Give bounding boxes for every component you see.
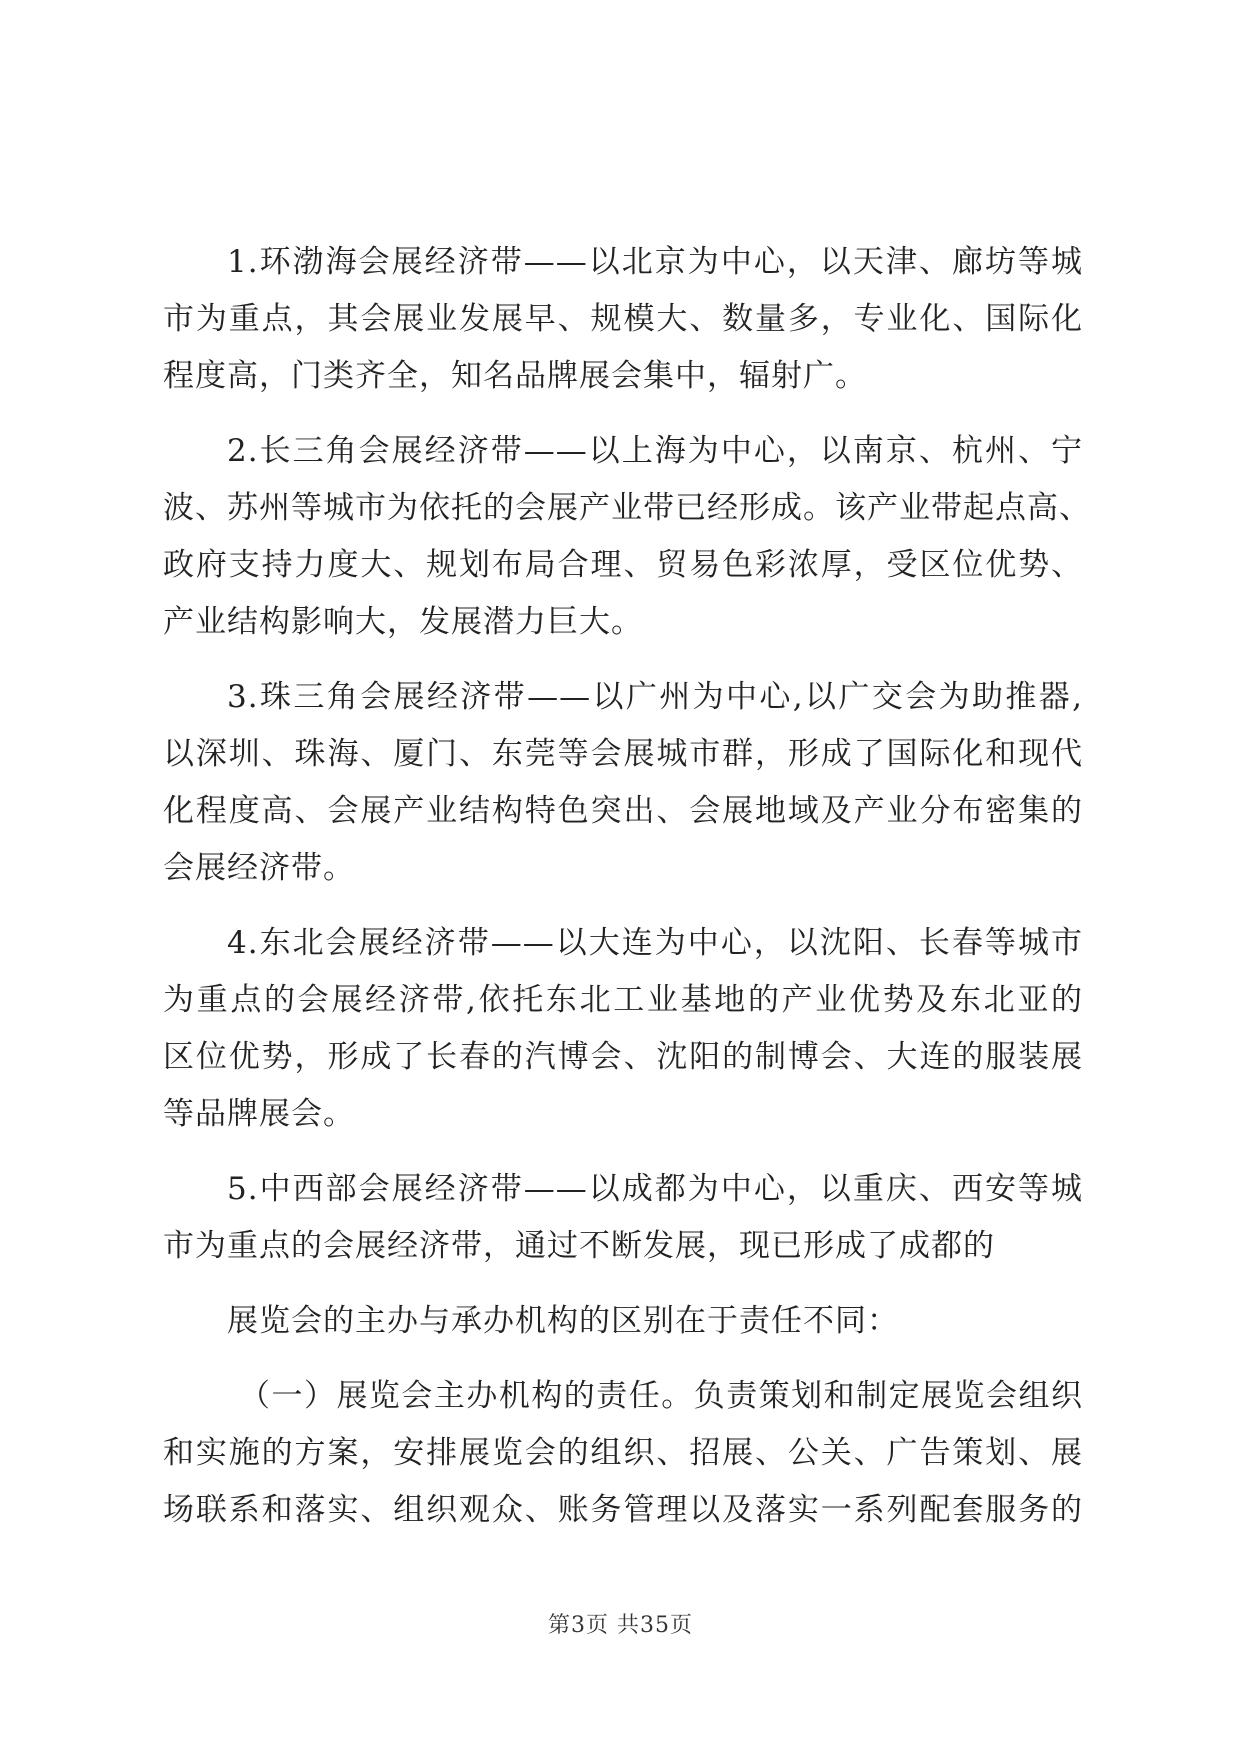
- text-line: 场联系和落实、组织观众、账务管理以及落实一系列配套服务的: [163, 1492, 1083, 1528]
- paragraph: [163, 1368, 1083, 1539]
- text-line: 市为重点，其会展业发展早、规模大、数量多，专业化、国际化: [163, 301, 1083, 337]
- text-line: 化程度高、会展产业结构特色突出、会展地域及产业分布密集的: [163, 793, 1083, 829]
- text-line: 以深圳、珠海、厦门、东莞等会展城市群，形成了国际化和现代: [163, 736, 1083, 772]
- paragraph: [163, 669, 1083, 897]
- paragraph: [163, 1161, 1083, 1275]
- document-body: [163, 234, 1091, 1539]
- text-line: 政府支持力度大、规划布局合理、贸易色彩浓厚，受区位优势、: [163, 547, 1083, 583]
- text-line: 1.环渤海会展经济带——以北京为中心，以天津、廊坊等城: [227, 244, 1083, 280]
- text-line: 波、苏州等城市为依托的会展产业带已经形成。该产业带起点高、: [163, 490, 1091, 526]
- paragraph: [163, 423, 1091, 651]
- page-number-footer: 第3页 共35页: [548, 1613, 693, 1638]
- text-line: 市为重点的会展经济带，通过不断发展，现已形成了成都的: [163, 1228, 995, 1264]
- text-line: 产业结构影响大，发展潜力巨大。: [163, 604, 643, 640]
- text-line: 和实施的方案，安排展览会的组织、招展、公关、广告策划、展: [163, 1435, 1083, 1471]
- text-line: 5.中西部会展经济带——以成都为中心，以重庆、西安等城: [227, 1171, 1083, 1207]
- text-line: 展览会的主办与承办机构的区别在于责任不同：: [227, 1303, 899, 1339]
- text-line: 3.珠三角会展经济带——以广州为中心,以广交会为助推器,: [227, 679, 1083, 715]
- paragraph: [163, 915, 1083, 1143]
- text-line: 为重点的会展经济带,依托东北工业基地的产业优势及东北亚的: [163, 982, 1083, 1018]
- paragraph: [163, 234, 1083, 405]
- text-line: 4.东北会展经济带——以大连为中心，以沈阳、长春等城市: [227, 925, 1083, 961]
- text-line: 会展经济带。: [163, 850, 355, 886]
- text-line: 区位优势，形成了长春的汽博会、沈阳的制博会、大连的服装展: [163, 1039, 1083, 1075]
- text-line: 2.长三角会展经济带——以上海为中心，以南京、杭州、宁: [227, 433, 1083, 469]
- text-line: 等品牌展会。: [163, 1096, 355, 1132]
- text-line: 程度高，门类齐全，知名品牌展会集中，辐射广。: [163, 358, 867, 394]
- paragraph: [163, 1293, 1083, 1350]
- text-line: （一）展览会主办机构的责任。负责策划和制定展览会组织: [239, 1378, 1083, 1414]
